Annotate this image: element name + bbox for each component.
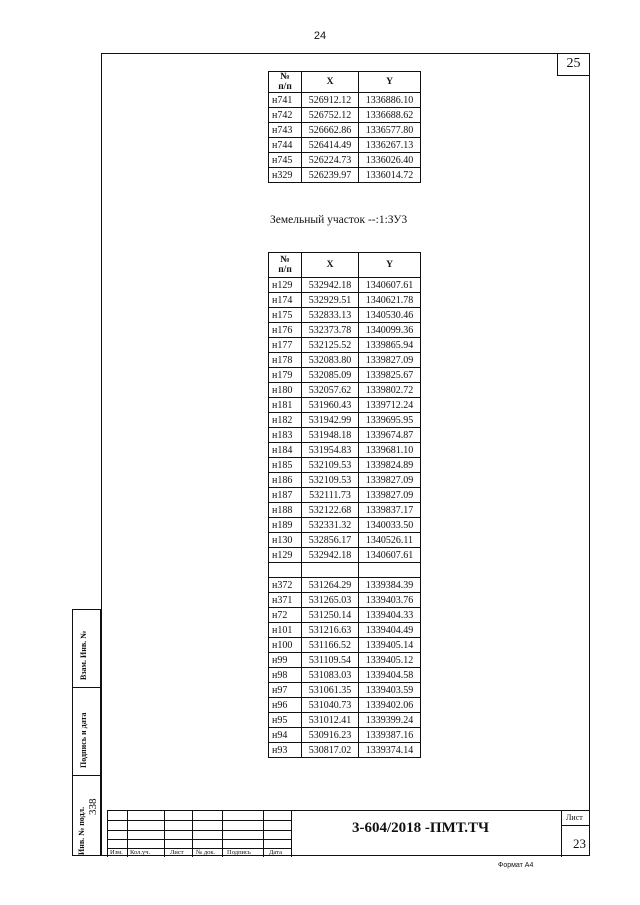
x-value: 532833.13 [302, 308, 359, 323]
table-row [269, 683, 421, 698]
y-value: 1340607.61 [359, 548, 421, 563]
sheet-number: 23 [573, 836, 586, 851]
y-value: 1339402.06 [359, 698, 421, 713]
x-value: 532085.09 [302, 368, 359, 383]
y-value: 1336688.62 [359, 108, 421, 123]
y-value: 1339827.09 [359, 353, 421, 368]
x-value: 531264.29 [302, 578, 359, 593]
x-value: 531954.83 [302, 443, 359, 458]
col-x-header: X [302, 72, 359, 93]
point-id: н180 [269, 383, 302, 398]
section-title: Земельный участок --:1:ЗУ3 [270, 214, 408, 226]
point-id: н98 [269, 668, 302, 683]
table-row [269, 638, 421, 653]
table-row [269, 123, 421, 138]
point-id: н96 [269, 698, 302, 713]
x-value: 526224.73 [302, 153, 359, 168]
point-id: н174 [269, 293, 302, 308]
format-label: Формат А4 [498, 862, 534, 869]
sheet-label: Лист [566, 813, 583, 822]
signature-date-label: Подпись и дата [79, 712, 88, 768]
x-value: 531061.35 [302, 683, 359, 698]
y-value: 1339387.16 [359, 728, 421, 743]
table-row [269, 533, 421, 548]
table-row [269, 578, 421, 593]
x-value: 531083.03 [302, 668, 359, 683]
x-value: 532942.18 [302, 278, 359, 293]
x-value: 531948.18 [302, 428, 359, 443]
table-row [269, 428, 421, 443]
table-row [269, 168, 421, 183]
y-value [359, 563, 421, 578]
vzam-inv-label: Взам. Инв. № [79, 630, 88, 680]
sheet-corner-number: 25 [557, 53, 590, 76]
table-row [269, 93, 421, 108]
y-value: 1339405.12 [359, 653, 421, 668]
point-id: н182 [269, 413, 302, 428]
point-id: н101 [269, 623, 302, 638]
table-row [269, 458, 421, 473]
coordinates-table-1 [268, 71, 421, 183]
x-value: 531265.03 [302, 593, 359, 608]
y-value: 1336014.72 [359, 168, 421, 183]
point-id: н72 [269, 608, 302, 623]
col-y-header: Y [359, 72, 421, 93]
point-id: н129 [269, 278, 302, 293]
point-id: н188 [269, 503, 302, 518]
y-value: 1339827.09 [359, 488, 421, 503]
y-value: 1339825.67 [359, 368, 421, 383]
y-value: 1340526.11 [359, 533, 421, 548]
title-block [107, 810, 590, 857]
x-value: 532942.18 [302, 548, 359, 563]
y-value: 1339384.39 [359, 578, 421, 593]
x-value: 532125.52 [302, 338, 359, 353]
point-id: н186 [269, 473, 302, 488]
col-date: Дата [269, 849, 282, 856]
col-y-header: Y [359, 253, 421, 278]
y-value: 1339403.76 [359, 593, 421, 608]
point-id: н100 [269, 638, 302, 653]
y-value: 1340530.46 [359, 308, 421, 323]
table-row [269, 153, 421, 168]
point-id [269, 563, 302, 578]
point-id: н178 [269, 353, 302, 368]
y-value: 1339404.33 [359, 608, 421, 623]
table-row [269, 353, 421, 368]
x-value: 531960.43 [302, 398, 359, 413]
inv-podl-label: Инв. № подл. [77, 806, 86, 855]
y-value: 1339837.17 [359, 503, 421, 518]
y-value: 1340033.50 [359, 518, 421, 533]
x-value: 526414.49 [302, 138, 359, 153]
point-id: н99 [269, 653, 302, 668]
point-id: н176 [269, 323, 302, 338]
point-id: н129 [269, 548, 302, 563]
y-value: 1339403.59 [359, 683, 421, 698]
table-row [269, 563, 421, 578]
x-value: 531942.99 [302, 413, 359, 428]
point-id: н181 [269, 398, 302, 413]
table-row [269, 668, 421, 683]
x-value: 526662.86 [302, 123, 359, 138]
y-value: 1339674.87 [359, 428, 421, 443]
table-row [269, 608, 421, 623]
point-id: н741 [269, 93, 302, 108]
y-value: 1336026.40 [359, 153, 421, 168]
table-row [269, 488, 421, 503]
y-value: 1339399.24 [359, 713, 421, 728]
table-row [269, 713, 421, 728]
y-value: 1340099.36 [359, 323, 421, 338]
y-value: 1339827.09 [359, 473, 421, 488]
col-list: Лист [170, 849, 184, 856]
table-row [269, 278, 421, 293]
y-value: 1336577.80 [359, 123, 421, 138]
table-row [269, 368, 421, 383]
point-id: н742 [269, 108, 302, 123]
point-id: н93 [269, 743, 302, 758]
table-row [269, 698, 421, 713]
x-value: 531250.14 [302, 608, 359, 623]
y-value: 1336267.13 [359, 138, 421, 153]
x-value: 531166.52 [302, 638, 359, 653]
point-id: н179 [269, 368, 302, 383]
point-id: н371 [269, 593, 302, 608]
point-id: н97 [269, 683, 302, 698]
coordinates-table-2 [268, 252, 421, 758]
y-value: 1339712.24 [359, 398, 421, 413]
x-value: 531216.63 [302, 623, 359, 638]
x-value: 532111.73 [302, 488, 359, 503]
x-value: 532109.53 [302, 473, 359, 488]
y-value: 1339802.72 [359, 383, 421, 398]
x-value: 531109.54 [302, 653, 359, 668]
x-value: 530817.02 [302, 743, 359, 758]
col-izm: Изм. [110, 849, 123, 856]
y-value: 1340607.61 [359, 278, 421, 293]
table-row [269, 108, 421, 123]
point-id: н184 [269, 443, 302, 458]
x-value: 526239.97 [302, 168, 359, 183]
table-row [269, 323, 421, 338]
table-row [269, 138, 421, 153]
table-row [269, 338, 421, 353]
y-value: 1339865.94 [359, 338, 421, 353]
point-id: н177 [269, 338, 302, 353]
x-value: 532929.51 [302, 293, 359, 308]
point-id: н745 [269, 153, 302, 168]
inv-number: 338 [87, 798, 99, 815]
table-row [269, 728, 421, 743]
point-id: н329 [269, 168, 302, 183]
point-id: н187 [269, 488, 302, 503]
document-code: 3-604/2018 -ПМТ.ТЧ [352, 820, 489, 836]
x-value: 530916.23 [302, 728, 359, 743]
col-num-header: № п/п [269, 253, 302, 278]
col-signature: Подпись [227, 849, 251, 856]
x-value: 532122.68 [302, 503, 359, 518]
point-id: н744 [269, 138, 302, 153]
table-row [269, 653, 421, 668]
x-value: 531040.73 [302, 698, 359, 713]
point-id: н743 [269, 123, 302, 138]
y-value: 1340621.78 [359, 293, 421, 308]
x-value: 526752.12 [302, 108, 359, 123]
table-row [269, 743, 421, 758]
table-row [269, 623, 421, 638]
table-row [269, 548, 421, 563]
point-id: н372 [269, 578, 302, 593]
x-value: 532083.80 [302, 353, 359, 368]
point-id: н175 [269, 308, 302, 323]
table-row [269, 383, 421, 398]
table-row [269, 443, 421, 458]
table-row [269, 518, 421, 533]
col-x-header: X [302, 253, 359, 278]
side-stamp [72, 609, 101, 856]
table-row [269, 398, 421, 413]
col-kol-uch: Кол.уч. [130, 849, 151, 856]
x-value: 531012.41 [302, 713, 359, 728]
point-id: н94 [269, 728, 302, 743]
x-value: 532373.78 [302, 323, 359, 338]
y-value: 1339405.14 [359, 638, 421, 653]
table-row [269, 593, 421, 608]
point-id: н185 [269, 458, 302, 473]
table-row [269, 473, 421, 488]
page-number: 24 [313, 30, 327, 42]
y-value: 1339695.95 [359, 413, 421, 428]
y-value: 1339681.10 [359, 443, 421, 458]
table-row [269, 308, 421, 323]
point-id: н189 [269, 518, 302, 533]
x-value: 526912.12 [302, 93, 359, 108]
x-value: 532109.53 [302, 458, 359, 473]
point-id: н130 [269, 533, 302, 548]
table-row [269, 413, 421, 428]
table-row [269, 293, 421, 308]
table-row [269, 503, 421, 518]
y-value: 1336886.10 [359, 93, 421, 108]
y-value: 1339374.14 [359, 743, 421, 758]
y-value: 1339404.49 [359, 623, 421, 638]
col-doc-num: № док. [196, 849, 216, 856]
y-value: 1339404.58 [359, 668, 421, 683]
point-id: н183 [269, 428, 302, 443]
point-id: н95 [269, 713, 302, 728]
x-value [302, 563, 359, 578]
col-num-header: № п/п [269, 72, 302, 93]
x-value: 532856.17 [302, 533, 359, 548]
x-value: 532331.32 [302, 518, 359, 533]
y-value: 1339824.89 [359, 458, 421, 473]
x-value: 532057.62 [302, 383, 359, 398]
